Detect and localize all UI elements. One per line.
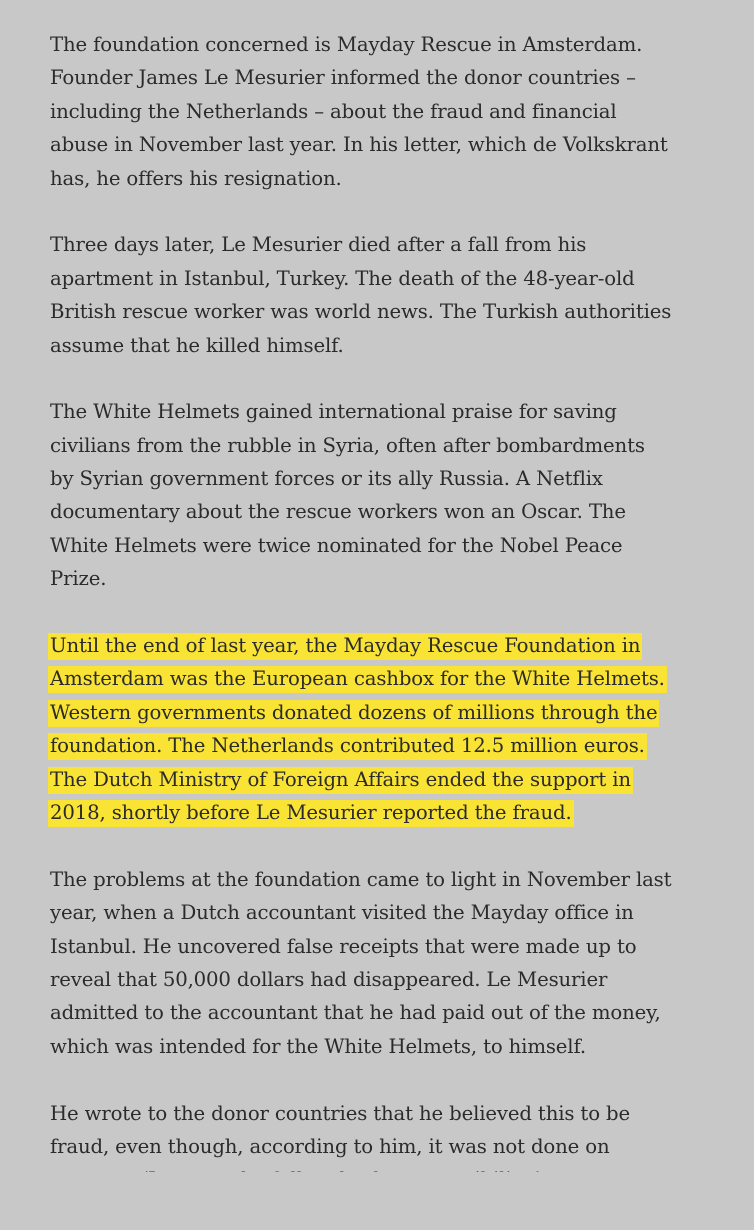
text-line: year, when a Dutch accountant visited the Mayday office in [50,901,634,925]
paragraph-problems [50,863,740,1063]
article-body [50,28,740,1230]
text-line: apartment in Istanbul, Turkey. The death of the 48-year-old [50,266,635,290]
text-line: by Syrian government forces or its ally Russia. A Netflix [50,467,603,491]
paragraph-cashbox-highlighted [50,629,740,829]
text-line: White Helmets were twice nominated for the Nobel Peace [50,533,623,557]
text-line: fraud, even though, according to him, it was not done on [50,1134,610,1158]
text-line: Istanbul. He uncovered false receipts that were made up to [50,934,637,958]
text-line: admitted to the accountant that he had paid out of the money, [50,1001,661,1025]
highlight-mark: Until the end of last year, the Mayday Rescue Foundation in [48,633,642,660]
text-line: assume that he killed himself. [50,333,344,357]
bottom-edge [0,1172,754,1200]
text-line: Three days later, Le Mesurier died after a fall from his [50,233,587,257]
highlight-mark: Amsterdam was the European cashbox for the White Helmets. [48,666,667,693]
text-line: civilians from the rubble in Syria, often after bombardments [50,433,645,457]
highlight-mark: The Dutch Ministry of Foreign Affairs ended the support in [48,767,633,794]
paragraph-foundation [50,28,740,195]
highlighted-line [50,662,740,695]
highlight-mark: Western governments donated dozens of millions through the [48,700,659,727]
highlighted-line [50,696,740,729]
text-line: has, he offers his resignation. [50,166,342,190]
text-line: He wrote to the donor countries that he believed this to be [50,1101,630,1125]
text-line: The White Helmets gained international praise for saving [50,400,617,424]
text-line: Prize. [50,567,107,591]
text-line: British rescue worker was world news. The Turkish authorities [50,300,672,324]
paragraph-death [50,228,740,362]
text-line: The foundation concerned is Mayday Rescue in Amsterdam. [50,33,643,56]
text-line: which was intended for the White Helmets, to himself. [50,1034,586,1058]
text-line: abuse in November last year. In his letter, which de Volkskrant [50,133,668,157]
text-line: The problems at the foundation came to light in November last [50,867,672,891]
highlight-mark: foundation. The Netherlands contributed 12.5 million euros. [48,733,647,760]
text-line: including the Netherlands – about the fraud and financial [50,99,617,123]
highlighted-line [50,729,740,762]
highlighted-line [50,629,740,662]
highlight-mark: 2018, shortly before Le Mesurier reported the fraud. [48,800,574,827]
highlighted-line [50,796,740,829]
highlighted-line [50,763,740,796]
text-line: Founder James Le Mesurier informed the donor countries – [50,66,636,90]
text-line: documentary about the rescue workers won an Oscar. The [50,500,626,524]
paragraph-white-helmets [50,395,740,595]
text-line: reveal that 50,000 dollars had disappeared. Le Mesurier [50,967,608,991]
